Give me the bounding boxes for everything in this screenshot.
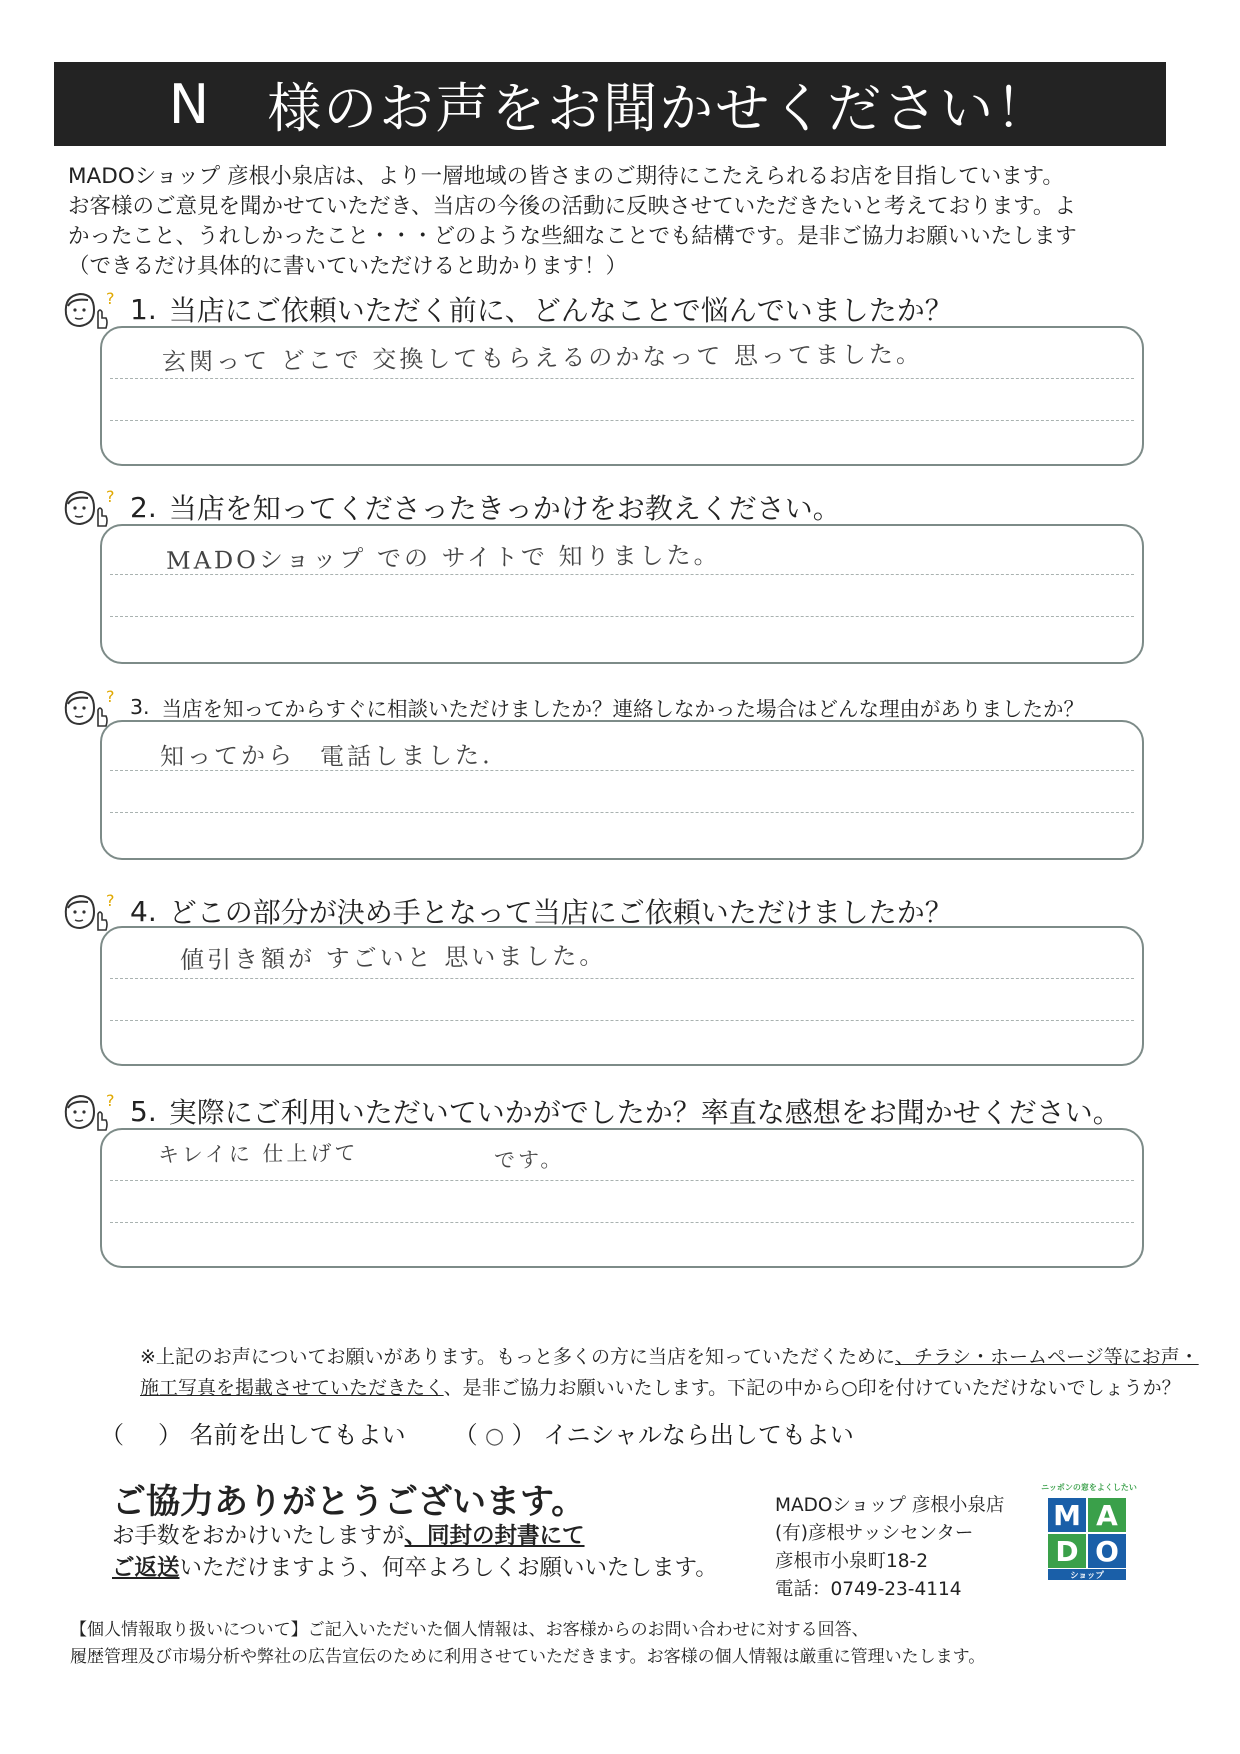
publication-request-note xyxy=(140,1342,1199,1404)
customer-initial: N xyxy=(168,72,212,136)
option-label: イニシャルなら出してもよい xyxy=(543,1421,854,1449)
thinking-face-icon xyxy=(62,1090,120,1132)
handwritten-answer: MADOショップ での サイトで 知りました。 xyxy=(165,541,721,575)
intro-line: MADOショップ 彦根小泉店は、より一層地域の皆さまのご期待にこたえられるお店を目指しています。 xyxy=(68,164,1064,189)
question-5-heading xyxy=(62,1090,1121,1132)
return-message xyxy=(112,1520,718,1584)
intro-line: お客様のご意見を聞かせていただき、当店の今後の活動に反映させていただきたいと考えております。よ xyxy=(68,194,1076,219)
privacy-notice xyxy=(70,1617,985,1671)
svg-text:?: ? xyxy=(106,687,115,706)
handwritten-answer-2: 電話しました. xyxy=(319,741,493,771)
question-number: 5. xyxy=(130,1094,157,1128)
handwritten-answer: キレイに 仕上げて xyxy=(157,1140,359,1168)
note-text-underlined: 施工写真を掲載させていただきたく xyxy=(140,1377,444,1399)
thinking-face-icon xyxy=(62,288,120,330)
shop-info xyxy=(775,1492,1004,1604)
option-label: 名前を出してもよい xyxy=(189,1421,406,1449)
svg-text:A: A xyxy=(1096,1499,1118,1532)
question-text: 実際にご利用いただいていかがでしたか？率直な感想をお聞かせください。 xyxy=(168,1096,1121,1129)
answer-box-1[interactable] xyxy=(100,326,1144,466)
privacy-line: 履歴管理及び市場分析や弊社の広告宣伝のために利用させていただきます。お客様の個人情報は厳重に管理いたします。 xyxy=(70,1647,986,1667)
answer-box-5[interactable] xyxy=(100,1128,1144,1268)
svg-text:ショップ: ショップ xyxy=(1070,1571,1104,1581)
title-banner xyxy=(54,62,1166,146)
note-text: 、是非ご協力お願いいたします。下記の中から○印を付けていただけないでしょうか？ xyxy=(443,1377,1181,1399)
consent-option-name[interactable]: （ ） 名前を出してもよい xyxy=(100,1421,406,1449)
answer-box-3[interactable] xyxy=(100,720,1144,860)
question-2-heading xyxy=(62,486,841,528)
question-text: 当店を知ってくださったきっかけをお教えください。 xyxy=(168,492,841,525)
note-text-underlined: 、チラシ・ホームページ等にお声・ xyxy=(895,1346,1199,1368)
shop-address: 彦根市小泉町18-2 xyxy=(775,1551,928,1572)
intro-line: かったこと、うれしかったこと・・・どのような些細なことでも結構です。是非ご協力お願いいたします xyxy=(68,224,1077,249)
return-text-bold: ご返送 xyxy=(112,1555,180,1581)
shop-name: MADOショップ 彦根小泉店 xyxy=(775,1495,1005,1516)
note-text: ※上記のお声についてお願いがあります。もっと多くの方に当店を知っていただくために xyxy=(140,1346,896,1368)
svg-text:?: ? xyxy=(106,891,115,910)
consent-options xyxy=(100,1415,854,1450)
privacy-line: 【個人情報取り扱いについて】ご記入いただいた個人情報は、お客様からのお問い合わせに対する回答、 xyxy=(70,1620,869,1640)
mado-shop-logo xyxy=(1034,1482,1144,1582)
answer-box-4[interactable] xyxy=(100,926,1144,1066)
question-number: 3. xyxy=(130,695,150,719)
thanks-heading: ご協力ありがとうございます。 xyxy=(112,1482,586,1522)
answer-box-2[interactable] xyxy=(100,524,1144,664)
question-number: 1. xyxy=(130,292,157,326)
return-text: お手数をおかけいたしますが xyxy=(112,1523,405,1549)
svg-text:M: M xyxy=(1053,1499,1081,1532)
return-text: いただけますよう、何卒よろしくお願いいたします。 xyxy=(179,1555,718,1581)
page-title: 様のお声をお聞かせください！ xyxy=(267,76,1052,140)
handwritten-answer: 玄関って どこで 交換してもらえるのかなって 思ってました。 xyxy=(161,340,924,376)
shop-company: (有)彦根サッシセンター xyxy=(775,1523,974,1544)
thinking-face-icon xyxy=(62,890,120,932)
svg-text:O: O xyxy=(1095,1535,1119,1568)
svg-text:?: ? xyxy=(106,487,115,506)
question-number: 2. xyxy=(130,490,157,524)
question-text: 当店を知ってからすぐに相談いただけましたか？連絡しなかった場合はどんな理由がありましたか？ xyxy=(161,697,1085,721)
option-mark: ○ xyxy=(485,1424,505,1449)
thinking-face-icon xyxy=(62,486,120,528)
shop-phone: 電話：0749-23-4114 xyxy=(775,1579,962,1600)
question-1-heading xyxy=(62,288,953,330)
svg-text:?: ? xyxy=(106,289,115,308)
return-text-bold: 、同封の封書にて xyxy=(404,1523,585,1549)
svg-text:?: ? xyxy=(106,1091,115,1110)
svg-text:ニッポンの窓をよくしたい: ニッポンの窓をよくしたい xyxy=(1041,1483,1137,1492)
handwritten-answer: 知ってから xyxy=(159,741,296,771)
question-text: 当店にご依頼いただく前に、どんなことで悩んでいましたか？ xyxy=(168,294,953,327)
consent-option-initials[interactable]: （ ○ ） イニシャルなら出してもよい xyxy=(453,1421,854,1449)
intro-line: （できるだけ具体的に書いていただけると助かります！） xyxy=(68,254,628,279)
handwritten-answer-2: です。 xyxy=(493,1147,565,1173)
svg-text:D: D xyxy=(1055,1535,1079,1568)
question-number: 4. xyxy=(130,894,157,928)
intro-text xyxy=(68,162,1178,282)
handwritten-answer: 値引き額が すごいと 思いました。 xyxy=(179,941,607,975)
question-text: どこの部分が決め手となって当店にご依頼いただけましたか？ xyxy=(168,896,953,929)
